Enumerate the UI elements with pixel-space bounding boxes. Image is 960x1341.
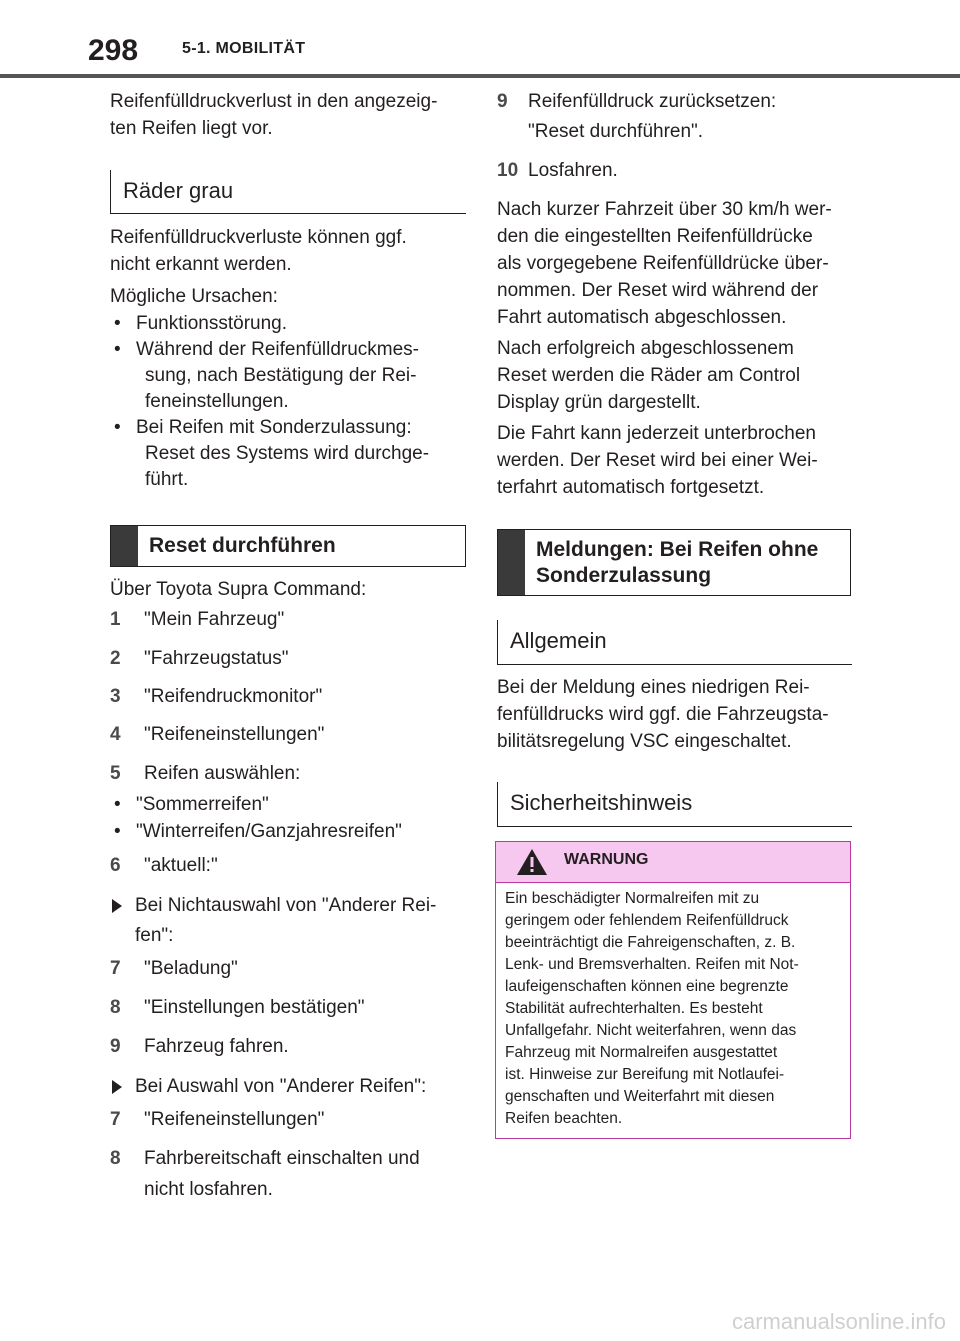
case1-line-1: Bei Nichtauswahl von "Anderer Rei-: [135, 895, 437, 916]
header-rule: [0, 74, 960, 78]
para3-line-2: werden. Der Reset wird bei einer Wei-: [497, 450, 818, 471]
section-reset-title: Reset durchführen: [149, 534, 336, 557]
section-bar: [111, 526, 138, 566]
heading-sicherheitshinweis: [497, 782, 852, 827]
step-number: 7: [110, 958, 121, 979]
para1-line-1: Nach kurzer Fahrzeit über 30 km/h wer-: [497, 199, 832, 220]
step-text: "Beladung": [144, 958, 238, 979]
bullet: •: [114, 313, 121, 334]
heading-allgemein: [497, 620, 852, 665]
section-bar: [498, 530, 525, 595]
para1-line-2: den die eingestellten Reifenfülldrücke: [497, 226, 813, 247]
step-text: "Fahrzeugstatus": [144, 648, 289, 669]
raeder-para-2: nicht erkannt werden.: [110, 254, 292, 275]
warning-header: [496, 842, 850, 883]
command-intro: Über Toyota Supra Command:: [110, 579, 367, 600]
step-number: 9: [110, 1036, 121, 1057]
raeder-para-1: Reifenfülldruckverluste können ggf.: [110, 227, 407, 248]
cause-2-line-3: feneinstellungen.: [145, 391, 289, 412]
step-number: 6: [110, 855, 121, 876]
step-text: "Reifeneinstellungen": [144, 724, 325, 745]
section-meldungen-title-1: Meldungen: Bei Reifen ohne: [536, 538, 819, 561]
para3-line-1: Die Fahrt kann jederzeit unterbrochen: [497, 423, 816, 444]
step-text: "Reifeneinstellungen": [144, 1109, 325, 1130]
para1-line-5: Fahrt automatisch abgeschlossen.: [497, 307, 787, 328]
step-number: 2: [110, 648, 121, 669]
step-text: Reifen auswählen:: [144, 763, 301, 784]
step-text: Losfahren.: [528, 160, 618, 181]
tyre-option-1: "Sommerreifen": [136, 794, 269, 815]
step-number: 8: [110, 1148, 121, 1169]
case-arrow-icon: [112, 1080, 122, 1094]
step-text: "Reifendruckmonitor": [144, 686, 323, 707]
heading-raeder-grau-text: Räder grau: [123, 178, 234, 203]
tyre-option-2: "Winterreifen/Ganzjahresreifen": [136, 821, 402, 842]
step-text-cont: nicht losfahren.: [144, 1179, 273, 1200]
step-number: 9: [497, 91, 508, 112]
warning-line: Lenk- und Bremsverhalten. Reifen mit Not-: [505, 956, 799, 973]
cause-2-line-2: sung, nach Bestätigung der Rei-: [145, 365, 417, 386]
para2-line-2: Reset werden die Räder am Control: [497, 365, 801, 386]
step-text-cont: "Reset durchführen".: [528, 121, 704, 142]
step-text: "aktuell:": [144, 855, 218, 876]
heading-allgemein-text: Allgemein: [510, 628, 607, 653]
warning-line: genschaften und Weiterfahrt mit diesen: [505, 1088, 775, 1105]
case-arrow-icon: [112, 899, 122, 913]
step-number: 7: [110, 1109, 121, 1130]
cause-1: Funktionsstörung.: [136, 313, 288, 334]
allgemein-line-1: Bei der Meldung eines niedrigen Rei-: [497, 677, 810, 698]
allgemein-line-3: bilitätsregelung VSC eingeschaltet.: [497, 731, 792, 752]
step-text: Fahrzeug fahren.: [144, 1036, 289, 1057]
section-meldungen: [497, 529, 851, 596]
chapter-title: 5-1. MOBILITÄT: [182, 40, 306, 57]
step-text: Reifenfülldruck zurücksetzen:: [528, 91, 777, 112]
bullet: •: [114, 339, 121, 360]
warning-text: [505, 888, 845, 1130]
step-number: 10: [497, 160, 519, 181]
para1-line-3: als vorgegebene Reifenfülldrücke über-: [497, 253, 829, 274]
step-text: "Mein Fahrzeug": [144, 609, 285, 630]
watermark: carmanualsonline.info: [731, 1309, 946, 1334]
heading-raeder-grau: [110, 170, 466, 214]
para1-line-4: nommen. Der Reset wird während der: [497, 280, 819, 301]
step-number: 5: [110, 763, 121, 784]
intro-line-2: ten Reifen liegt vor.: [110, 118, 273, 139]
step-number: 4: [110, 724, 121, 745]
intro-line-1: Reifenfülldruckverlust in den angezeig-: [110, 91, 438, 112]
cause-3-line-1: Bei Reifen mit Sonderzulassung:: [136, 417, 412, 438]
para2-line-3: Display grün dargestellt.: [497, 392, 701, 413]
bullet: •: [114, 794, 121, 815]
warning-line: laufeigenschaften können eine begrenzte: [505, 978, 789, 995]
bullet: •: [114, 417, 121, 438]
warning-line: Stabilität aufrechterhalten. Es besteht: [505, 1000, 763, 1017]
case2-line: Bei Auswahl von "Anderer Reifen":: [135, 1076, 427, 1097]
cause-3-line-3: führt.: [145, 469, 189, 490]
step-number: 3: [110, 686, 121, 707]
para2-line-1: Nach erfolgreich abgeschlossenem: [497, 338, 794, 359]
causes-title: Mögliche Ursachen:: [110, 286, 278, 307]
warning-line: ist. Hinweise zur Bereifung mit Notlaufei-: [505, 1066, 785, 1083]
cause-3-line-2: Reset des Systems wird durchge-: [145, 443, 430, 464]
cause-2-line-1: Während der Reifenfülldruckmes-: [136, 339, 420, 360]
warning-line: Fahrzeug mit Normalreifen ausgestattet: [505, 1044, 778, 1061]
warning-triangle-icon: [516, 848, 548, 876]
warning-title: WARNUNG: [564, 851, 649, 868]
step-text: "Einstellungen bestätigen": [144, 997, 365, 1018]
step-number: 8: [110, 997, 121, 1018]
warning-box: [495, 841, 851, 1139]
warning-line: Ein beschädigter Normalreifen mit zu: [505, 890, 760, 907]
bullet: •: [114, 821, 121, 842]
case1-line-2: fen":: [135, 925, 174, 946]
allgemein-line-2: fenfülldrucks wird ggf. die Fahrzeugsta-: [497, 704, 829, 725]
page-number: 298: [88, 34, 139, 67]
warning-line: Reifen beachten.: [505, 1110, 623, 1127]
para3-line-3: terfahrt automatisch fortgesetzt.: [497, 477, 765, 498]
step-number: 1: [110, 609, 121, 630]
section-reset: [110, 525, 466, 567]
heading-sicherheitshinweis-text: Sicherheitshinweis: [510, 790, 693, 815]
warning-line: geringem oder fehlendem Reifenfülldruck: [505, 912, 789, 929]
warning-line: beeinträchtigt die Fahreigenschaften, z. B.: [505, 934, 796, 951]
section-meldungen-title-2: Sonderzulassung: [536, 564, 712, 587]
step-text: Fahrbereitschaft einschalten und: [144, 1148, 420, 1169]
warning-line: Unfallgefahr. Nicht weiterfahren, wenn das: [505, 1022, 797, 1039]
